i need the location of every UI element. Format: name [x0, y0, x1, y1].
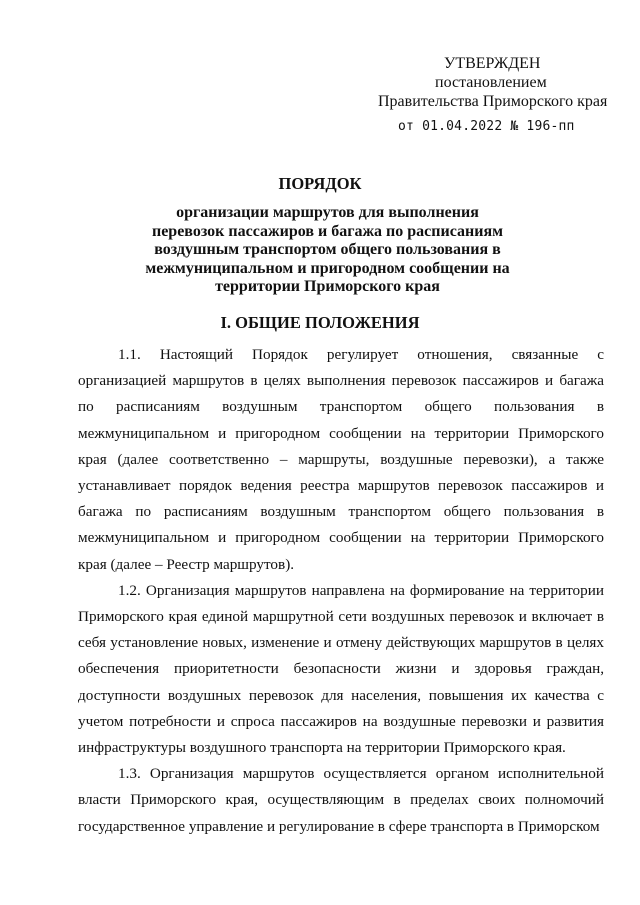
paragraph-1-2: 1.2. Организация маршрутов направлена на формирование на территории Приморского края единой маршрутной сети воздушных перевозок и включает в себя установление новых, изменение и отмену действующих маршрутов в целях обеспечения приоритетности безопасности жизни и здоровья граждан, доступности воздушных перевозок для населения, повышения их качества с учетом потребности и спроса пассажиров на воздушные перевозки и развития инфраструктуры воздушного транспорта на территории Приморского края.: [78, 581, 604, 757]
document-subtitle: организации маршрутов для выполнения перевозок пассажиров и багажа по расписаниям воздушным транспортом общего пользования в межмуниципальном и пригородном сообщении на территории Приморского края: [145, 204, 510, 295]
approval-date-number-stamp: от 01.04.2022 № 196-пп: [398, 119, 575, 134]
approval-org: Правительства Приморского края: [378, 93, 608, 110]
document-body: [78, 342, 604, 840]
approval-block: [375, 54, 608, 136]
document-title: ПОРЯДОК: [278, 174, 362, 193]
paragraph-1-1: 1.1. Настоящий Порядок регулирует отношения, связанные с организацией маршрутов в целях выполнения перевозок пассажиров и багажа по расписаниям воздушным транспортом общего пользования в межмуниципальном и пригородном сообщении на территории Приморского края (далее соответственно – маршруты, воздушные перевозки), а также устанавливает порядок ведения реестра маршрутов перевозок пассажиров и багажа по расписаниям воздушным транспортом общего пользования в межмуниципальном и пригородном сообщении на территории Приморского края (далее – Реестр маршрутов).: [78, 346, 604, 573]
approval-title: УТВЕРЖДЕН: [444, 55, 541, 72]
section-title: I. ОБЩИЕ ПОЛОЖЕНИЯ: [220, 313, 420, 332]
approval-by: постановлением: [435, 74, 547, 91]
paragraph-1-3: 1.3. Организация маршрутов осуществляется органом исполнительной власти Приморского края, осуществляющим в пределах своих полномочий государственное управление и регулирование в сфере транспорта в Приморском: [78, 765, 604, 835]
